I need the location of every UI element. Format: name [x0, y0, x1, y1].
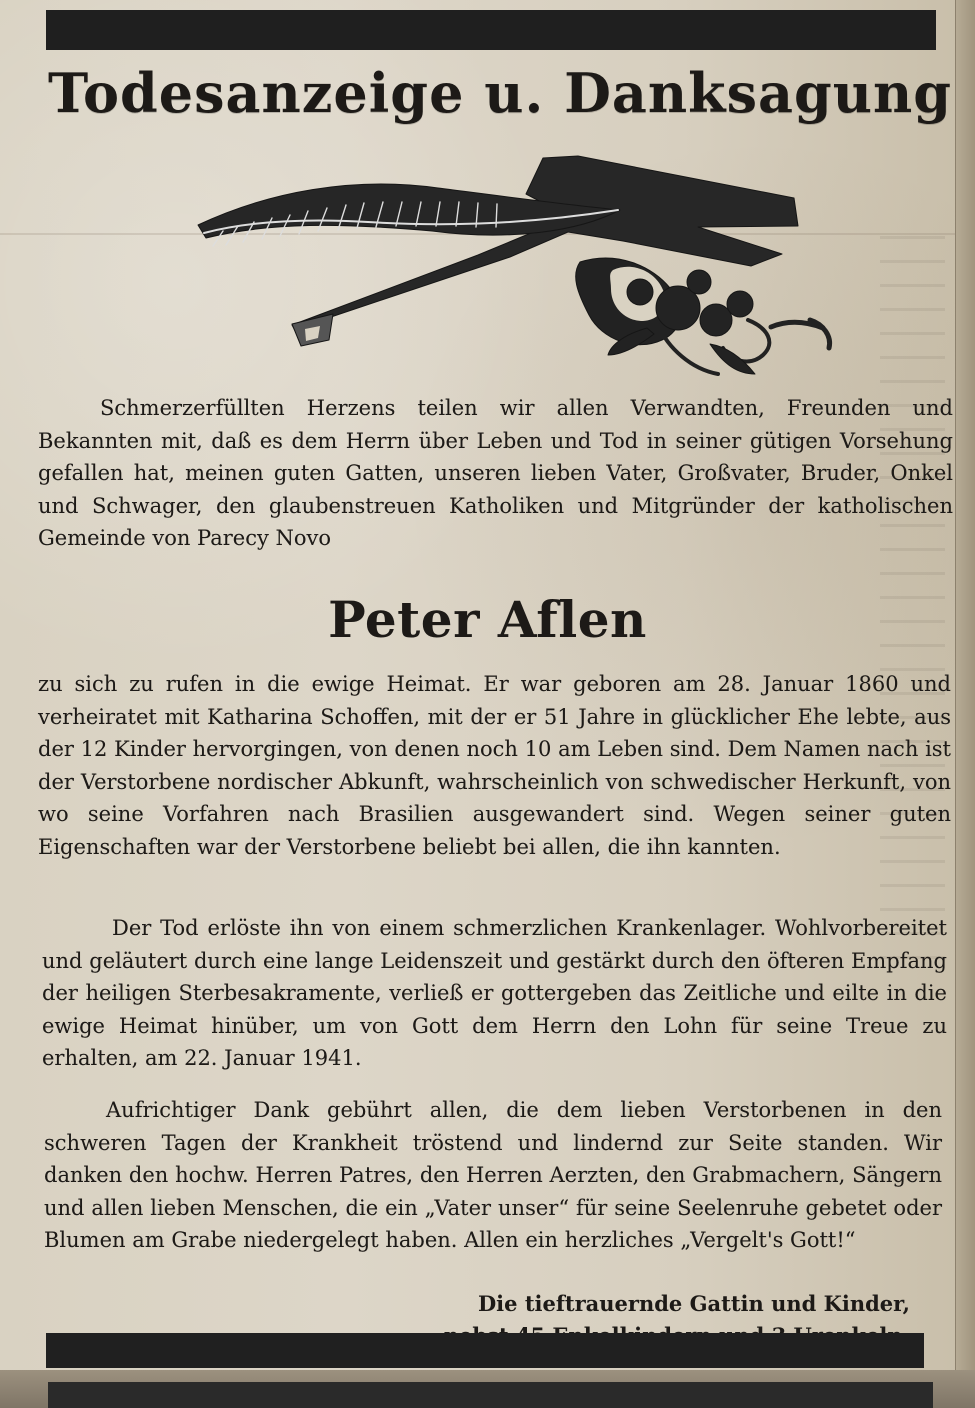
notice-paragraph-biography: zu sich zu rufen in die ewige Heimat. Er war geboren am 28. Januar 1860 und verheiratet mit Katharina Schoffen, mit der er 51 Jahre in glücklicher Ehe lebte, aus der 12 Kinder hervorgingen, von denen noch 10 am Leben sind. Dem Namen nach ist der Verstorbene nordischer Abkunft, wahrscheinlich von schwedischer Herkunft, von wo seine Vorfahren nach Brasilien ausgewandert sind. Wegen seiner guten Eigenschaften war der Verstorbene beliebt bei allen, die ihn kannten. [38, 672, 951, 859]
death-notice-title: Todesanzeige u. Danksagung [48, 61, 953, 125]
notice-paragraph-opening: Schmerzerfüllten Herzens teilen wir allen Verwandten, Freunden und Bekannten mit, daß es dem Herrn über Leben und Tod in seiner gütigen Vorsehung gefallen hat, meinen guten Gatten, unseren lieben Vater, Großvater, Bruder, Onkel und Schwager, den glaubenstreuen Katholiken und Mitgründer der katholischen Gemeinde von Parecy Novo [38, 396, 953, 550]
signoff-line-family: Die tieftrauernde Gattin und Kinder, [477, 1291, 910, 1316]
bottom-black-rule [46, 1333, 924, 1368]
top-black-rule [46, 10, 936, 50]
adjacent-paper-edge [955, 0, 975, 1408]
notice-paragraph-thanks: Aufrichtiger Dank gebührt allen, die dem lieben Verstorbenen in den schweren Tagen der Krankheit tröstend und lindernd zur Seite standen. Wir danken den hochw. Herren Patres, den Herren Aerzten, den Grabmachern, Sängern und allen lieben Menschen, die ein „Vater unser“ für seine Seelenruhe gebetet oder Blumen am Grabe niedergelegt haben. Allen ein herzliches „Vergelt's Gott!“ [44, 1098, 942, 1252]
bottom-dark-band [48, 1382, 933, 1408]
palm-frond-cross-flower-icon [188, 150, 838, 400]
notice-paragraph-death-date: Der Tod erlöste ihn von einem schmerzlichen Krankenlager. Wohlvorbereitet und geläutert durch eine lange Leidenszeit und gestärkt durch den öfteren Empfang der heiligen Sterbesakramente, verließ er gottergeben das Zeitliche und eilte in die ewige Heimat hinüber, um von Gott dem Herrn den Lohn für seine Treue zu erhalten, am 22. Januar 1941. [42, 916, 947, 1070]
deceased-name: Peter Aflen [328, 590, 647, 649]
